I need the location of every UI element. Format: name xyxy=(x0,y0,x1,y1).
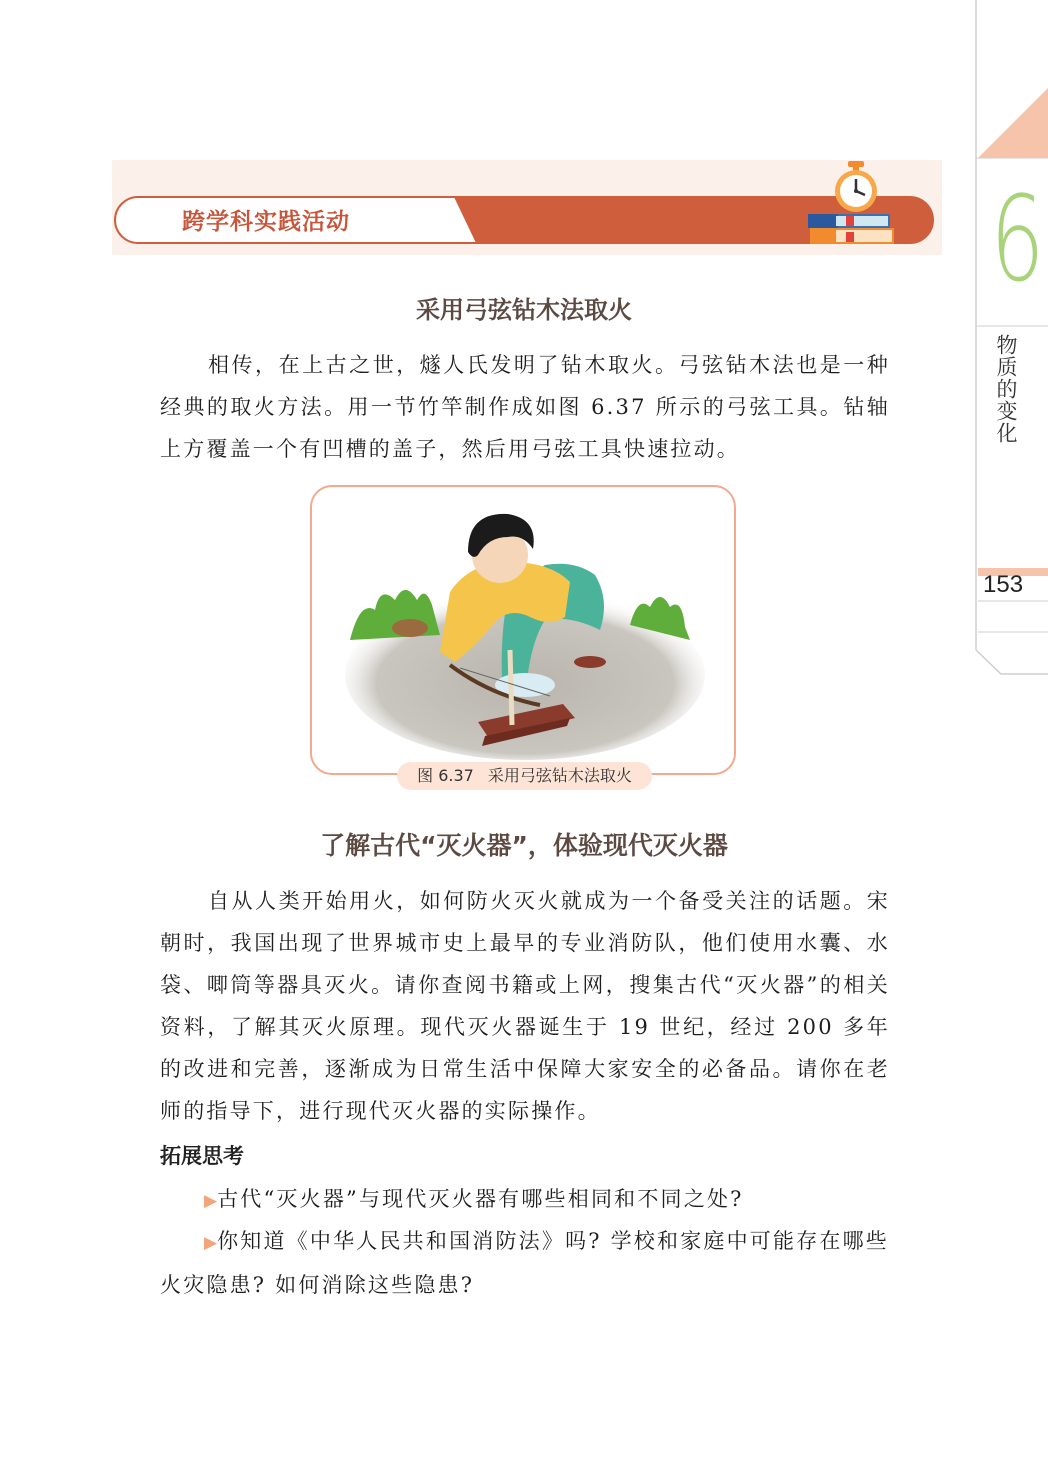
bullet-triangle-icon: ▶ xyxy=(204,1191,218,1211)
chapter-number: 6 xyxy=(990,170,1045,308)
section1-paragraph: 相传，在上古之世，燧人氏发明了钻木取火。弓弦钻木法也是一种经典的取火方法。用一节竹竿制作成如图 6.37 所示的弓弦工具。钻轴上方覆盖一个有凹槽的盖子，然后用弓弦工具快速拉动。 xyxy=(160,353,890,461)
chapter-title: 物质的变化 xyxy=(994,334,1018,444)
section2-heading: 了解古代“灭火器”，体验现代灭火器 xyxy=(320,831,728,860)
extension-title: 拓展思考 xyxy=(160,1144,244,1168)
section1-heading: 采用弓弦钻木法取火 xyxy=(416,296,632,324)
figure-caption-text: 采用弓弦钻木法取火 xyxy=(487,766,632,785)
banner-label: 跨学科实践活动 xyxy=(182,209,350,235)
bullet-triangle-icon: ▶ xyxy=(204,1233,218,1253)
figure-caption xyxy=(397,762,652,790)
page-number: 153 xyxy=(983,571,1024,598)
extension-item xyxy=(160,1178,890,1222)
section2-paragraph: 自从人类开始用火，如何防火灭火就成为一个备受关注的话题。宋朝时，我国出现了世界城市史上最早的专业消防队，他们使用水囊、水袋、唧筒等器具灭火。请你查阅书籍或上网，搜集古代“灭火器”的相关资料，了解其灭火原理。现代灭火器诞生于 19 世纪，经过 200 多年的改进和完善，逐渐成为日常生活中保障大家安全的必备品。请你在老师的指导下，进行现代灭火器的实际操作。 xyxy=(160,889,890,1123)
figure-illustration xyxy=(330,500,716,762)
stopwatch-books-icon xyxy=(806,158,898,250)
extension-item-text: 你知道《中华人民共和国消防法》吗? 学校和家庭中可能存在哪些火灾隐患? 如何消除这些隐患? xyxy=(160,1229,890,1297)
extension-item xyxy=(160,1220,890,1306)
figure-number: 图 6.37 xyxy=(417,766,474,785)
extension-item-text: 古代“灭火器”与现代灭火器有哪些相同和不同之处? xyxy=(217,1187,744,1211)
